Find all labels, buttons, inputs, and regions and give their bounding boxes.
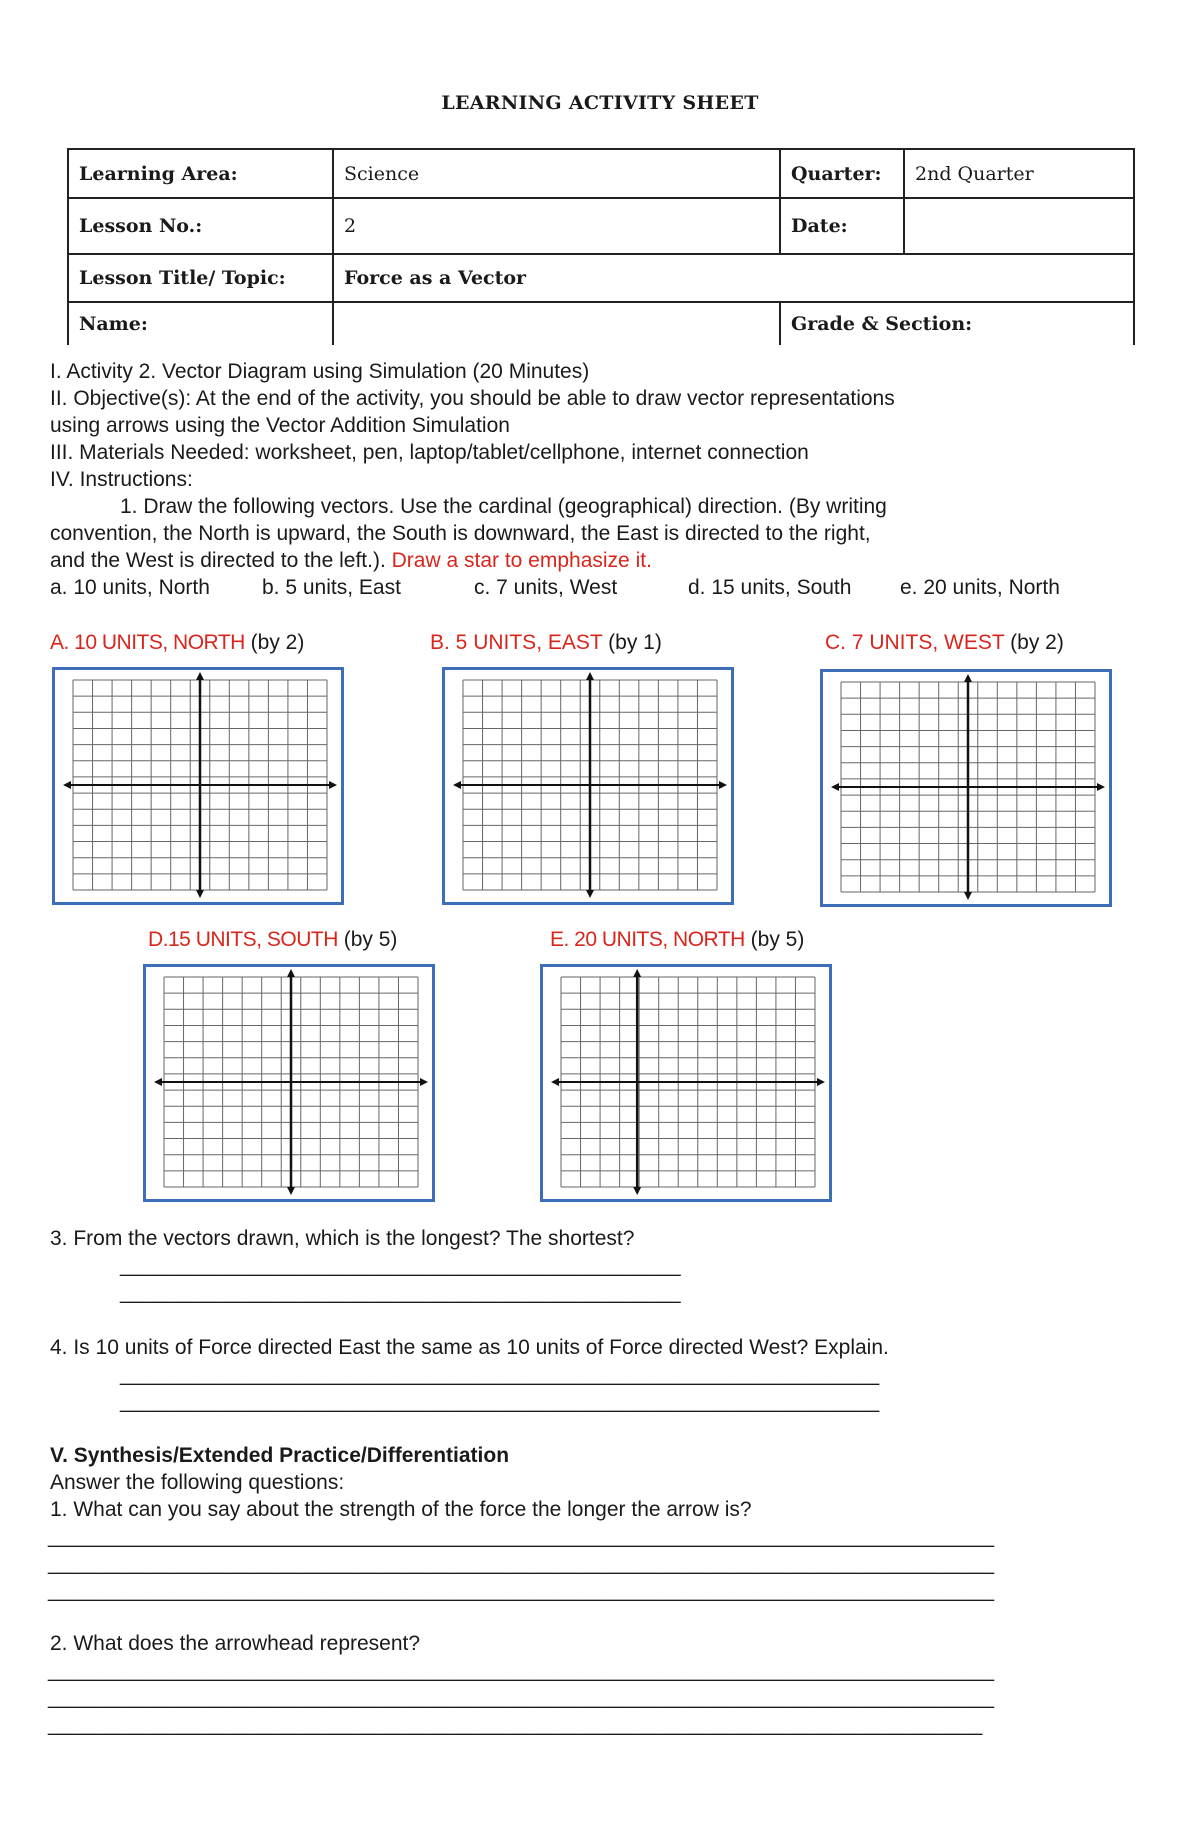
vector-item-a: a. 10 units, North [50,576,210,599]
x-axis-arrow-left-icon [154,1078,162,1086]
materials-line: III. Materials Needed: worksheet, pen, laptop/tablet/cellphone, internet connection [50,441,809,464]
quarter-value[interactable]: 2nd Quarter [904,149,1134,198]
instruction-1-line-3: and the West is directed to the left.). Draw a star to emphasize it. [50,549,652,572]
learning-area-label: Learning Area: [68,149,333,198]
objective-line-1: II. Objective(s): At the end of the activity, you should be able to draw vector representations [50,387,895,410]
page-title: LEARNING ACTIVITY SHEET [441,92,759,114]
instructions-heading: IV. Instructions: [50,468,193,491]
synthesis-q2-answer-line-3[interactable]: ________________________________________________________________________________ [48,1713,983,1736]
graph-grid-d[interactable] [143,964,435,1202]
y-axis-arrow-up-icon [196,672,204,680]
y-axis-arrow-up-icon [586,672,594,680]
x-axis-arrow-right-icon [817,1078,825,1086]
graph-grid-c[interactable] [820,669,1112,907]
synthesis-question-1: 1. What can you say about the strength of the force the longer the arrow is? [50,1498,752,1521]
lesson-title-value[interactable]: Force as a Vector [333,254,1134,302]
lesson-no-value[interactable]: 2 [333,198,780,254]
vector-item-d: d. 15 units, South [688,576,852,599]
y-axis-arrow-down-icon [633,1187,641,1195]
question-4-answer-line-2[interactable]: _________________________________________________________________ [120,1390,880,1413]
synthesis-q1-answer-line-2[interactable]: _________________________________________________________________________________ [48,1552,995,1575]
grid-c-caption: C. 7 UNITS, WEST (by 2) [825,631,1064,654]
synthesis-intro: Answer the following questions: [50,1471,345,1494]
vector-item-c: c. 7 units, West [474,576,618,599]
question-4: 4. Is 10 units of Force directed East the same as 10 units of Force directed West? Explain. [50,1336,889,1359]
y-axis-arrow-down-icon [586,890,594,898]
x-axis-arrow-right-icon [1097,783,1105,791]
question-3: 3. From the vectors drawn, which is the longest? The shortest? [50,1227,635,1250]
name-label: Name: [68,302,333,345]
lesson-no-label: Lesson No.: [68,198,333,254]
date-label: Date: [780,198,904,254]
activity-line: I. Activity 2. Vector Diagram using Simulation (20 Minutes) [50,360,590,383]
x-axis-arrow-right-icon [420,1078,428,1086]
grid-b-caption: B. 5 UNITS, EAST (by 1) [430,631,662,654]
instruction-1-line-2: convention, the North is upward, the South is downward, the East is directed to the right, [50,522,871,545]
y-axis-arrow-up-icon [287,969,295,977]
lesson-title-label: Lesson Title/ Topic: [68,254,333,302]
grade-section-label: Grade & Section: [780,302,1134,345]
graph-grid-e[interactable] [540,964,832,1202]
info-table [67,148,1135,345]
grid-a-caption: A. 10 UNITS, NORTH (by 2) [50,631,305,654]
name-field[interactable] [333,302,780,345]
graph-grid-a[interactable] [52,667,344,905]
instruction-1-line-1: 1. Draw the following vectors. Use the cardinal (geographical) direction. (By writing [120,495,887,518]
synthesis-q2-answer-line-2[interactable]: _________________________________________________________________________________ [48,1686,995,1709]
y-axis-arrow-up-icon [964,674,972,682]
x-axis-arrow-left-icon [63,781,71,789]
synthesis-question-2: 2. What does the arrowhead represent? [50,1632,421,1655]
question-4-answer-line-1[interactable]: _________________________________________________________________ [120,1363,880,1386]
y-axis-arrow-up-icon [633,969,641,977]
x-axis-arrow-left-icon [453,781,461,789]
x-axis-arrow-left-icon [551,1078,559,1086]
objective-line-2: using arrows using the Vector Addition Simulation [50,414,510,437]
vector-item-b: b. 5 units, East [262,576,401,599]
quarter-label: Quarter: [780,149,904,198]
synthesis-q1-answer-line-1[interactable]: _________________________________________________________________________________ [48,1525,995,1548]
date-field[interactable] [904,198,1134,254]
graph-grid-b[interactable] [442,667,734,905]
vector-item-e: e. 20 units, North [900,576,1060,599]
x-axis-arrow-right-icon [329,781,337,789]
star-instruction: Draw a star to emphasize it. [391,549,652,572]
synthesis-heading: V. Synthesis/Extended Practice/Differentiation [50,1444,510,1467]
x-axis-arrow-left-icon [831,783,839,791]
synthesis-q2-answer-line-1[interactable]: _________________________________________________________________________________ [48,1659,995,1682]
grid-d-caption: D.15 UNITS, SOUTH (by 5) [148,928,398,951]
grid-e-caption: E. 20 UNITS, NORTH (by 5) [550,928,805,951]
question-3-answer-line-1[interactable]: ________________________________________________ [120,1254,681,1277]
learning-area-value[interactable]: Science [333,149,780,198]
question-3-answer-line-2[interactable]: ________________________________________________ [120,1281,681,1304]
y-axis-arrow-down-icon [287,1187,295,1195]
x-axis-arrow-right-icon [719,781,727,789]
y-axis-arrow-down-icon [196,890,204,898]
y-axis-arrow-down-icon [964,892,972,900]
synthesis-q1-answer-line-3[interactable]: _________________________________________________________________________________ [48,1579,995,1602]
